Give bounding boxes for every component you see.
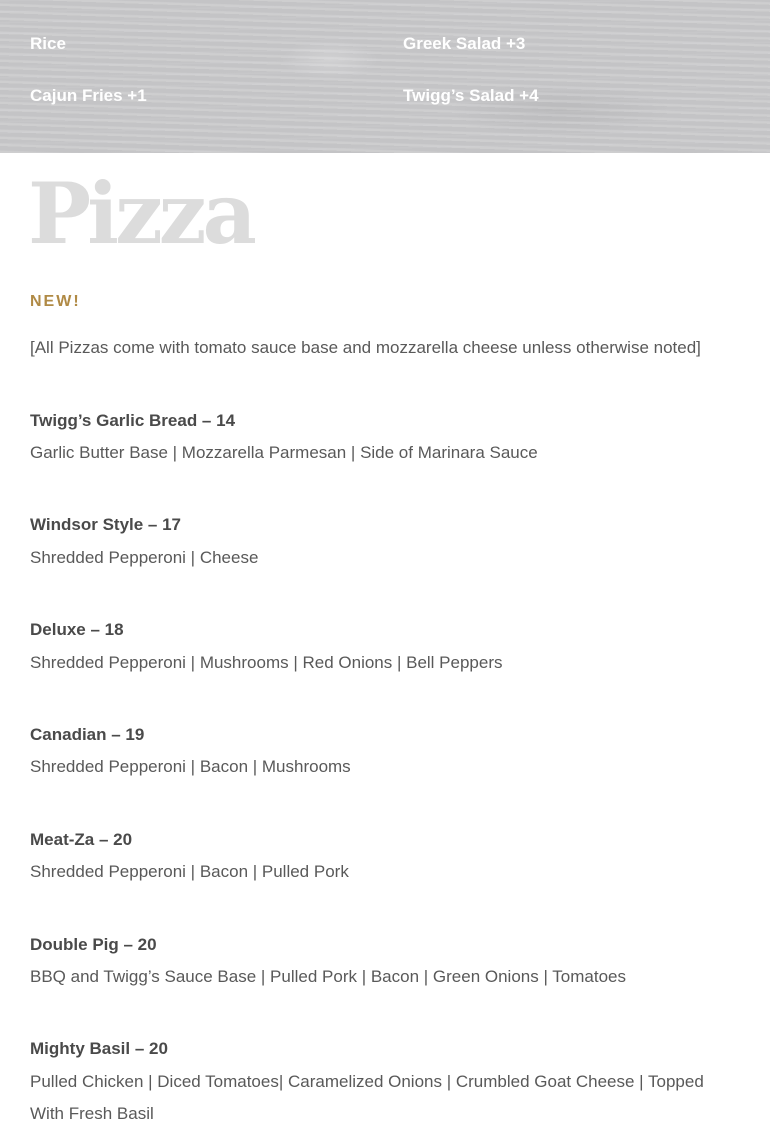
menu-item-name: Double Pig – 20 [30,935,157,954]
menu-item-name: Mighty Basil – 20 [30,1039,168,1058]
side-item-cajun-fries: Cajun Fries +1 [30,86,147,105]
menu-item [30,410,730,469]
menu-item-description: Pulled Chicken | Diced Tomatoes| Caramelized Onions | Crumbled Goat Cheese | Topped With Fresh Basil [30,1072,704,1123]
sides-banner [0,0,770,153]
side-item-twiggs-salad: Twigg’s Salad +4 [403,86,539,105]
menu-item [30,514,730,574]
menu-item [30,1038,730,1130]
menu-item-description: Shredded Pepperoni | Bacon | Mushrooms [30,757,351,776]
pizza-note: [All Pizzas come with tomato sauce base and mozzarella cheese unless otherwise noted] [30,338,701,357]
menu-item-name: Canadian – 19 [30,725,145,744]
new-badge: NEW! [30,293,81,310]
menu-item [30,829,730,888]
menu-item-description: Shredded Pepperoni | Cheese [30,548,259,567]
menu-item [30,934,730,993]
menu-item-description: Shredded Pepperoni | Bacon | Pulled Pork [30,862,349,881]
menu-item-description: Garlic Butter Base | Mozzarella Parmesan | Side of Marinara Sauce [30,443,538,462]
menu-item-name: Windsor Style – 17 [30,515,182,534]
menu-item-name: Meat-Za – 20 [30,830,133,849]
side-item-rice: Rice [30,34,66,53]
menu-item-name: Deluxe – 18 [30,620,124,639]
menu-item [30,619,730,679]
section-title: Pizza [28,164,253,263]
side-item-greek-salad: Greek Salad +3 [403,34,526,53]
menu-item-description: BBQ and Twigg’s Sauce Base | Pulled Pork | Bacon | Green Onions | Tomatoes [30,967,626,986]
menu-item-name: Twigg’s Garlic Bread – 14 [30,411,236,430]
menu-item-description: Shredded Pepperoni | Mushrooms | Red Onions | Bell Peppers [30,653,503,672]
menu-item [30,724,730,783]
